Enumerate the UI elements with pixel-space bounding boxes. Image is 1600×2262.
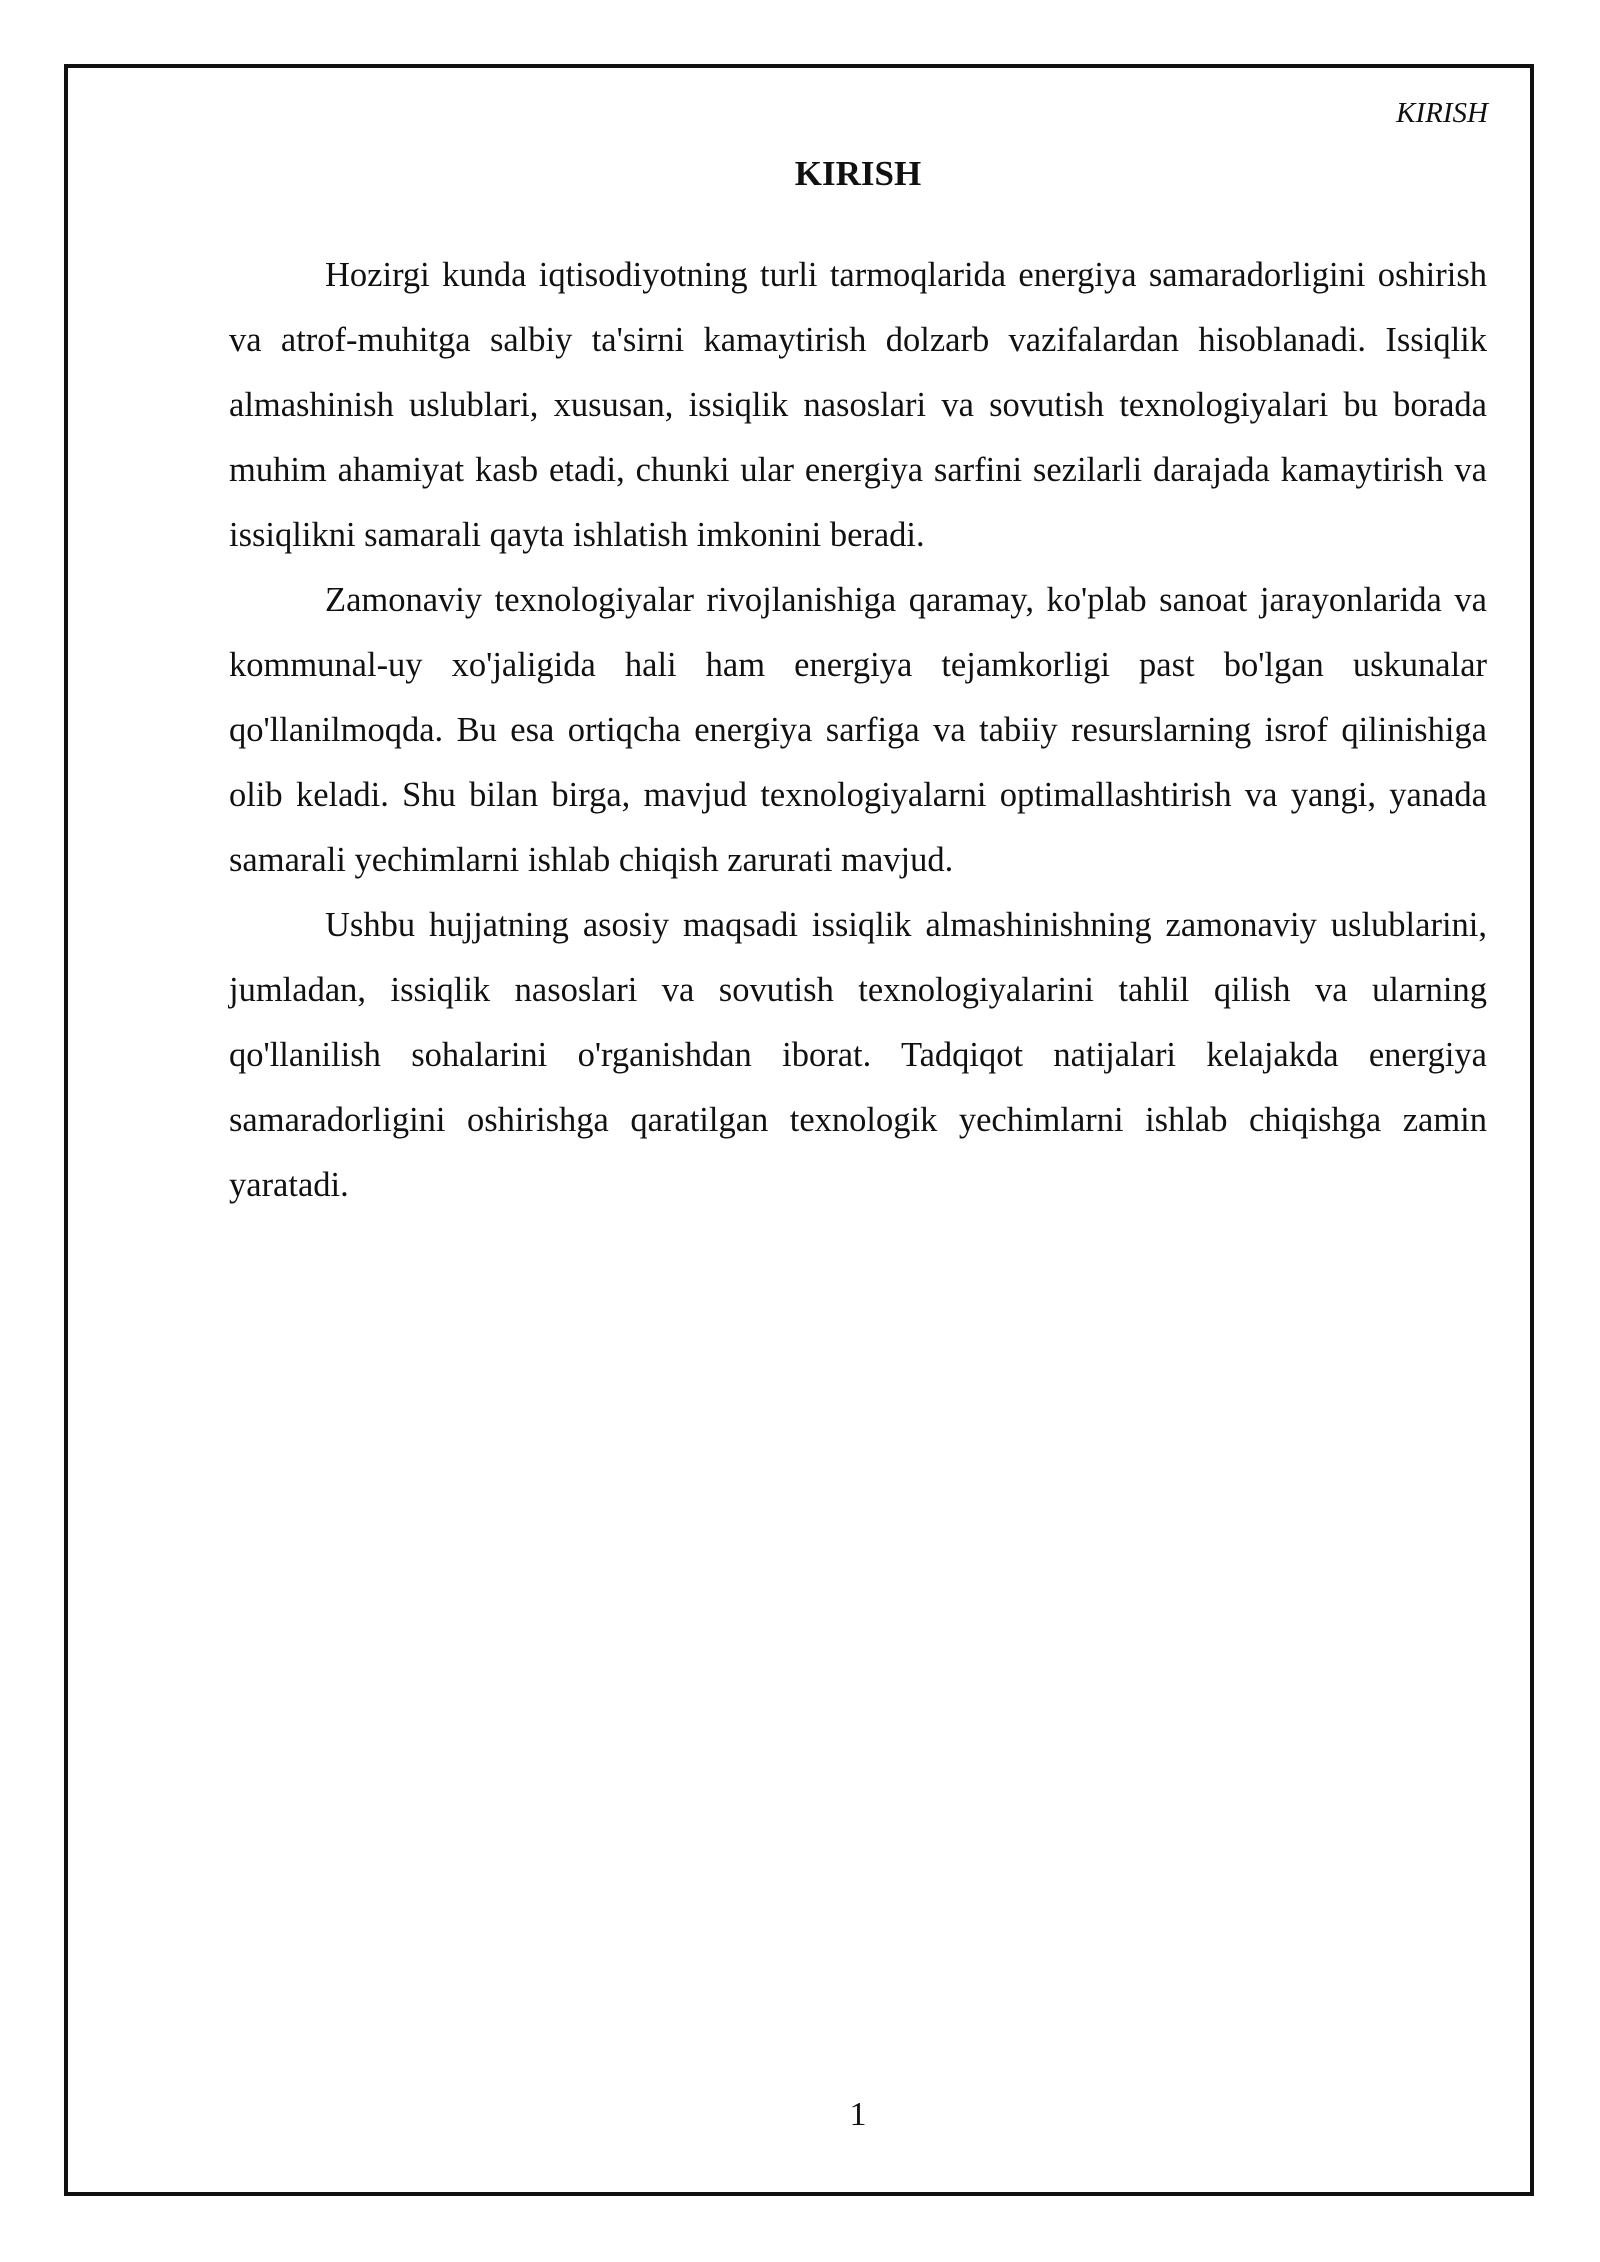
paragraph: Hozirgi kunda iqtisodiyotning turli tarmoqlarida energiya samaradorligini oshirish va atrof-muhitga salbiy ta'sirni kamaytirish dolzarb vazifalardan hisoblanadi. Issiqlik almashinish uslublari, xususan, issiqlik nasoslari va sovutish texnologiyalari bu borada muhim ahamiyat kasb etadi, chunki ular energiya sarfini sezilarli darajada kamaytirish va issiqlikni samarali qayta ishlatish imkonini beradi. bbox=[229, 256, 1487, 554]
page-number: 1 bbox=[849, 2096, 867, 2133]
paragraph: Zamonaviy texnologiyalar rivojlanishiga qaramay, ko'plab sanoat jarayonlarida va kommunal-uy xo'jaligida hali ham energiya tejamkorligi past bo'lgan uskunalar qo'llanilmoqda. Bu esa ortiqcha energiya sarfiga va tabiiy resurslarning isrof qilinishiga olib keladi. Shu bilan birga, mavjud texnologiyalarni optimallashtirish va yangi, yanada samarali yechimlarni ishlab chiqish zarurati mavjud. bbox=[229, 581, 1487, 879]
running-header: KIRISH bbox=[1396, 97, 1488, 129]
body-text bbox=[229, 243, 1487, 1218]
paragraph: Ushbu hujjatning asosiy maqsadi issiqlik almashinishning zamonaviy uslublarini, jumladan, issiqlik nasoslari va sovutish texnologiyalarini tahlil qilish va ularning qo'llanilish sohalarini o'rganishdan iborat. Tadqiqot natijalari kelajakda energiya samaradorligini oshirishga qaratilgan texnologik yechimlarni ishlab chiqishga zamin yaratadi. bbox=[229, 906, 1487, 1204]
chapter-title: KIRISH bbox=[794, 154, 922, 193]
